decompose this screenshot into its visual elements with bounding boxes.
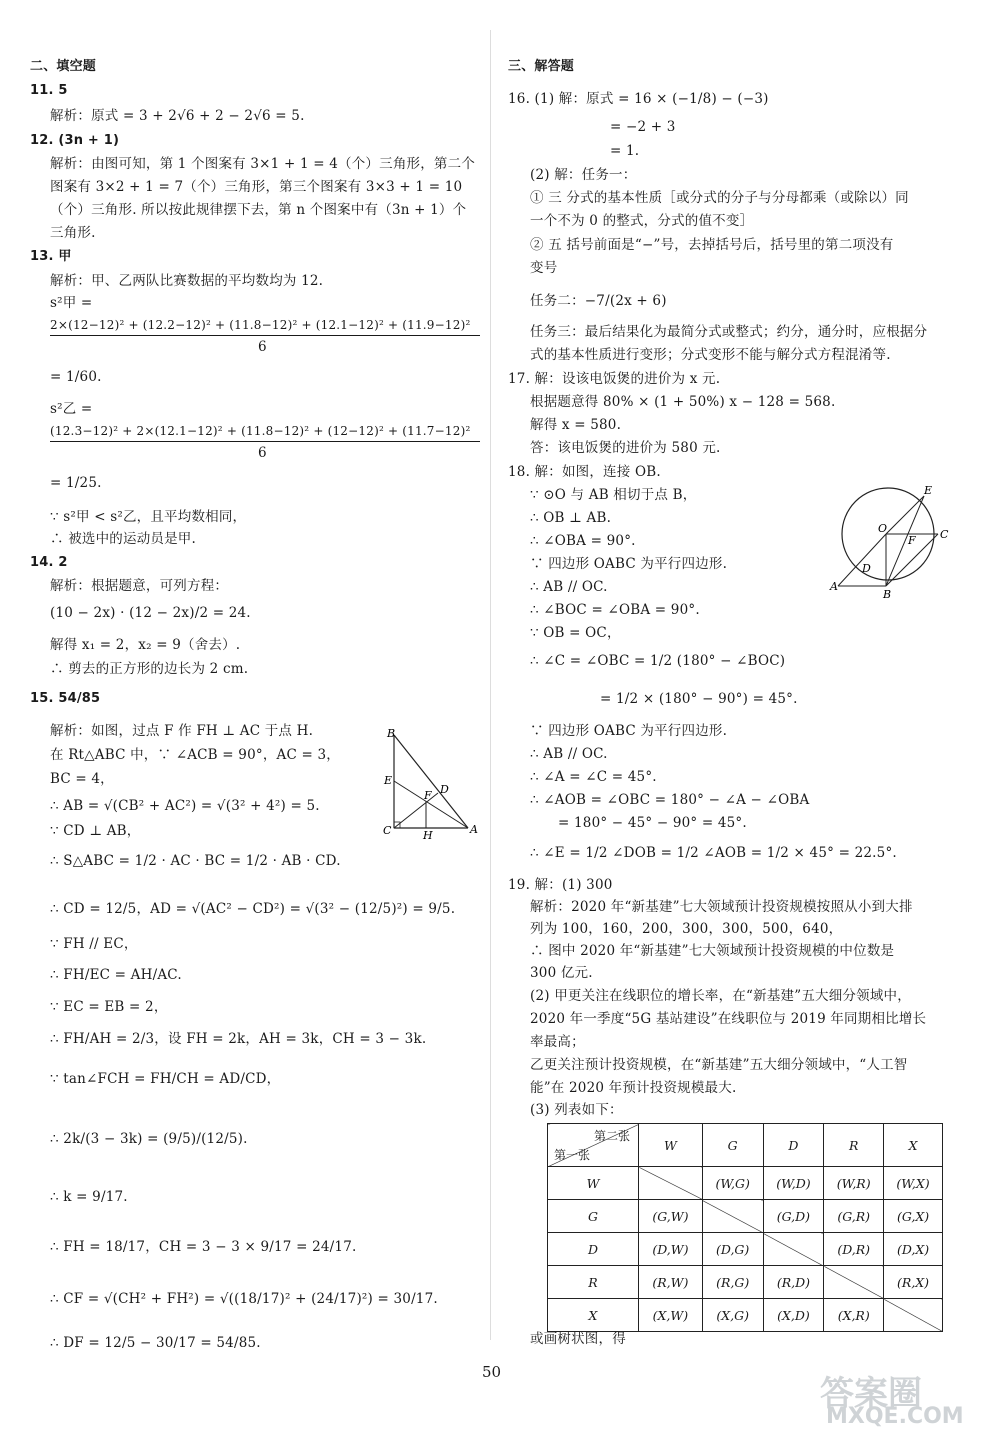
table-cell: (R,X) [884,1266,943,1299]
table-cell: (D,W) [639,1233,703,1266]
table-cell: (W,D) [763,1167,824,1200]
variance-yi-numerator: (12.3−12)² + 2×(12.1−12)² + (11.8−12)² + (12−12)² + (11.7−12)² [50,424,471,438]
table-cell: (R,D) [763,1266,824,1299]
q15-step: ∴ k = 9/17. [50,1189,128,1205]
q18-line: ∴ OB ⊥ AB. [530,510,612,526]
table-cell: (D,G) [702,1233,763,1266]
q16-step: = −2 + 3 [610,119,676,135]
table-cell-diagonal [824,1266,884,1299]
q16-task1-line: ② 五 括号前面是“−”号，去掉括号后，括号里的第二项没有 [530,237,894,253]
col-header: D [763,1124,824,1167]
figure-q15-triangle [378,725,478,845]
column-divider [490,30,491,1340]
table-cell: (X,R) [824,1299,884,1332]
section-title-fill-blank: 二、填空题 [30,59,97,74]
variance-yi-result: = 1/25. [50,475,102,491]
q18-line: ∴ ∠AOB = ∠OBC = 180° − ∠A − ∠OBA [530,792,810,808]
q15-step: ∵ tan∠FCH = FH/CH = AD/CD， [50,1071,281,1087]
q18-line: ∴ AB // OC. [530,746,608,762]
table-row [548,1299,943,1332]
table-cell: (X,G) [702,1299,763,1332]
label-a: A [470,823,478,836]
q19-tree-note: 或画树状图，得 [530,1331,626,1347]
col-header: R [824,1124,884,1167]
q18-line: ∵ 四边形 OABC 为平行四边形. [530,723,728,739]
q18-line: = 1/2 × (180° − 90°) = 45°. [600,691,798,707]
q15-step: ∴ DF = 12/5 − 30/17 = 54/85. [50,1335,261,1351]
table-header-row [548,1124,943,1167]
q15-step: ∴ FH/EC = AH/AC. [50,967,182,983]
watermark-url: MXQE.COM [826,1404,964,1429]
table-corner-cell [548,1124,639,1167]
q15-step: ∴ CF = √(CH² + FH²) = √((18/17)² + (24/17)²) = 30/17. [50,1291,438,1307]
q13-conclusion: ∴ 被选中的运动员是甲. [50,531,196,547]
table-cell-diagonal [763,1233,824,1266]
q19-line: 率最高； [530,1034,585,1050]
figure-q18-circle [828,484,958,601]
q18-line: ∴ AB // OC. [530,579,608,595]
variance-yi-label: s²乙 = [50,401,93,417]
q19-line: ∴ 图中 2020 年“新基建”七大领域预计投资规模的中位数是 [530,943,895,959]
variance-jia-label: s²甲 = [50,295,93,311]
label-d: D [440,783,449,796]
table-cell: (G,R) [824,1200,884,1233]
q11-answer: 11. 5 [30,83,68,98]
label-c: C [940,528,949,541]
q18-line: ∴ ∠OBA = 90°. [530,533,636,549]
label-c: C [383,824,392,837]
label-e: E [384,774,393,787]
table-cell: (G,D) [763,1200,824,1233]
q15-step: ∴ FH/AH = 2/3，设 FH = 2k，AH = 3k，CH = 3 − 3k. [50,1031,427,1047]
q12-analysis-line: （个）三角形. 所以按此规律摆下去，第 n 个图案中有（3n + 1）个 [50,202,467,218]
q13-answer: 13. 甲 [30,249,72,264]
label-b: B [883,588,892,601]
table-cell: (X,W) [639,1299,703,1332]
row-header: D [548,1233,639,1266]
col-header: X [884,1124,943,1167]
q18-line: ∵ ⊙O 与 AB 相切于点 B， [530,487,697,503]
q19-line: 19. 解：(1) 300 [508,877,613,893]
q16-task1-line: 变号 [530,260,558,276]
variance-jia-result: = 1/60. [50,369,102,385]
q18-line: ∴ ∠E = 1/2 ∠DOB = 1/2 ∠AOB = 1/2 × 45° = 22.5°. [530,845,897,861]
table-row [548,1233,943,1266]
q15-answer: 15. 54/85 [30,691,101,706]
header-first-card: 第一张 [554,1148,591,1162]
q16-task1-line: ① 三 分式的基本性质［或分式的分子与分母都乘（或除以）同 [530,190,909,206]
q19-line: 列为 100，160，200，300，300，500，640， [530,921,843,937]
q19-line: (3) 列表如下： [530,1102,623,1118]
label-o: O [878,522,888,535]
q16-part2: (2) 解：任务一： [530,167,637,183]
table-cell: (G,W) [639,1200,703,1233]
q15-step: 在 Rt△ABC 中，∵ ∠ACB = 90°，AC = 3， [50,747,340,763]
q17-line: 答：该电饭煲的进价为 580 元. [530,440,721,456]
q14-analysis: 解析：根据题意，可列方程： [50,578,229,594]
q16-task3-line: 式的基本性质进行变形；分式变形不能与解分式方程混淆等. [530,347,891,363]
table-cell: (D,X) [884,1233,943,1266]
variance-jia-numerator: 2×(12−12)² + (12.2−12)² + (11.8−12)² + (12.1−12)² + (11.9−12)² [50,318,471,332]
q19-line: 2020 年一季度“5G 基站建设”在线职位与 2019 年同期相比增长 [530,1011,927,1027]
label-h: H [423,829,433,842]
q15-step: BC = 4， [50,771,114,787]
q15-analysis: 解析：如图，过点 F 作 FH ⊥ AC 于点 H. [50,723,314,739]
q13-compare: ∵ s²甲 < s²乙，且平均数相同， [50,509,247,525]
table-row [548,1167,943,1200]
watermark-logo: 答案圈 [820,1374,922,1414]
segment-ab [394,735,468,828]
q18-line: ∴ ∠C = ∠OBC = 1/2 (180° − ∠BOC) [530,653,786,669]
variance-jia-denominator: 6 [258,339,267,355]
row-header: G [548,1200,639,1233]
q18-line: ∵ OB = OC， [530,625,621,641]
col-header: W [639,1124,703,1167]
q18-line: ∴ ∠A = ∠C = 45°. [530,769,657,785]
label-e: E [924,484,933,497]
label-b: B [387,727,396,740]
q19-line: 能”在 2020 年预计投资规模最大. [530,1080,737,1096]
table-cell: (R,W) [639,1266,703,1299]
header-second-card: 第二张 [593,1129,630,1143]
table-cell: (R,G) [702,1266,763,1299]
q15-step: ∵ FH // EC， [50,936,138,952]
segment-ao [838,534,886,586]
q11-analysis: 解析：原式 = 3 + 2√6 + 2 − 2√6 = 5. [50,108,305,124]
q14-equation: (10 − 2x) · (12 − 2x)/2 = 24. [50,605,251,621]
table-cell: (W,X) [884,1167,943,1200]
q12-analysis-line: 图案有 3×2 + 1 = 7（个）三角形，第三个图案有 3×3 + 1 = 10 [50,179,463,195]
row-header: R [548,1266,639,1299]
table-cell: (W,R) [824,1167,884,1200]
fraction-bar [50,335,480,336]
col-header: G [702,1124,763,1167]
label-a: A [830,580,838,593]
q14-solution: 解得 x₁ = 2，x₂ = 9（舍去）. [50,637,241,653]
q16-task1-line: 一个不为 0 的整式，分式的值不变］ [530,213,754,229]
table-cell-diagonal [884,1299,943,1332]
q19-line: 解析：2020 年“新基建”七大领域预计投资规模按照从小到大排 [530,899,913,915]
table-cell: (D,R) [824,1233,884,1266]
section-title-solutions: 三、解答题 [508,59,575,74]
label-f: F [908,534,916,547]
table-row [548,1200,943,1233]
fraction-bar [50,441,480,442]
q14-answer: 14. 2 [30,555,68,570]
q15-step: ∵ EC = EB = 2， [50,999,168,1015]
q12-analysis-line: 三角形. [50,225,96,241]
label-d: D [862,562,871,575]
q15-step: ∴ FH = 18/17，CH = 3 − 3 × 9/17 = 24/17. [50,1239,357,1255]
q17-line: 17. 解：设该电饭煲的进价为 x 元. [508,371,721,387]
page-number: 50 [482,1363,502,1381]
q15-step: ∴ 2k/(3 − 3k) = (9/5)/(12/5). [50,1131,248,1147]
segment-be [886,496,924,586]
q15-step: ∴ S△ABC = 1/2 · AC · BC = 1/2 · AB · CD. [50,853,341,869]
table-cell: (X,D) [763,1299,824,1332]
q12-analysis-line: 解析：由图可知，第 1 个图案有 3×1 + 1 = 4（个）三角形，第二个 [50,156,476,172]
table-cell-diagonal [639,1167,703,1200]
variance-yi-denominator: 6 [258,445,267,461]
q19-line: (2) 甲更关注在线职位的增长率，在“新基建”五大细分领域中， [530,988,911,1004]
q17-line: 解得 x = 580. [530,417,622,433]
q18-line: 18. 解：如图，连接 OB. [508,464,661,480]
q16-task3-line: 任务三：最后结果化为最简分式或整式；约分，通分时，应根据分 [530,324,928,340]
q18-line: = 180° − 45° − 90° = 45°. [558,815,747,831]
label-f: F [424,789,432,802]
table-cell-diagonal [702,1200,763,1233]
q12-answer: 12. (3n + 1) [30,133,120,148]
q19-line: 乙更关注预计投资规模，在“新基建”五大细分领域中，“人工智 [530,1057,908,1073]
table-cell: (W,G) [702,1167,763,1200]
row-header: X [548,1299,639,1332]
q17-line: 根据题意得 80% × (1 + 50%) x − 128 = 568. [530,394,836,410]
q15-step: ∴ CD = 12/5，AD = √(AC² − CD²) = √(3² − (12/5)²) = 9/5. [50,901,456,917]
q16-step: = 1. [610,143,640,159]
row-header: W [548,1167,639,1200]
q15-step: ∴ AB = √(CB² + AC²) = √(3² + 4²) = 5. [50,798,320,814]
q14-conclusion: ∴ 剪去的正方形的边长为 2 cm. [50,661,249,677]
q18-line: ∵ 四边形 OABC 为平行四边形. [530,556,728,572]
q19-line: 300 亿元. [530,965,593,981]
q16-task2: 任务二：−7/(2x + 6) [530,293,667,309]
segment-oe [886,496,924,534]
table-cell: (G,X) [884,1200,943,1233]
q15-step: ∵ CD ⊥ AB， [50,823,141,839]
table-row [548,1266,943,1299]
q19-outcome-table [547,1123,943,1332]
q16-part1: 16. (1) 解：原式 = 16 × (−1/8) − (−3) [508,91,769,107]
q13-analysis: 解析：甲、乙两队比赛数据的平均数均为 12. [50,273,324,289]
q18-line: ∴ ∠BOC = ∠OBA = 90°. [530,602,700,618]
